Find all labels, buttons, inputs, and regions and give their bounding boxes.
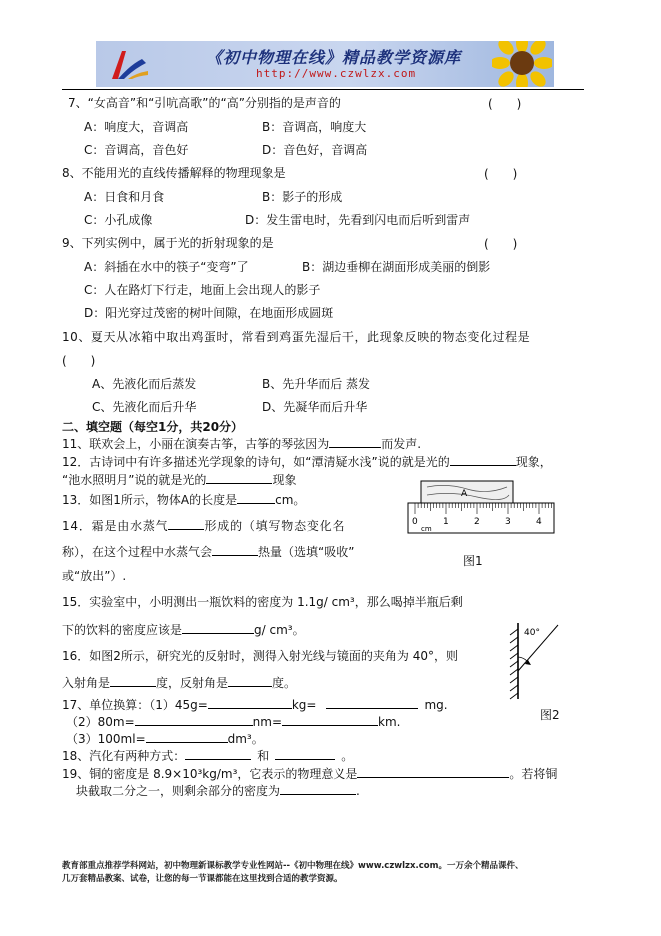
q19-blank-1[interactable] bbox=[357, 765, 509, 778]
q12-text-4: 现象 bbox=[272, 473, 297, 487]
q13-blank[interactable] bbox=[237, 491, 275, 504]
q19-line-1 bbox=[62, 765, 557, 782]
q14-text-3: 称），在这个过程中水蒸气会 bbox=[62, 545, 213, 559]
q17-blank-1[interactable] bbox=[208, 696, 292, 709]
q14-blank-2[interactable] bbox=[212, 543, 258, 556]
q9-answer-bracket: ( ) bbox=[484, 237, 518, 251]
q10-option-d: D、先凝华而后升华 bbox=[262, 400, 368, 414]
q18-text-2: 和 bbox=[257, 749, 270, 763]
q17-blank-4[interactable] bbox=[282, 713, 378, 726]
q7-answer-bracket: ( ) bbox=[488, 97, 522, 111]
q18-text-3: 。 bbox=[341, 749, 354, 763]
ruler-unit-label: cm bbox=[421, 525, 432, 533]
q10-option-a: A、先液化而后蒸发 bbox=[92, 377, 197, 391]
q17-line-2 bbox=[66, 713, 400, 730]
q8-option-b: B：影子的形成 bbox=[262, 190, 343, 204]
q15-blank[interactable] bbox=[182, 621, 254, 634]
q12-blank-1[interactable] bbox=[450, 453, 516, 466]
sunflower-image bbox=[492, 41, 552, 87]
q19-text: 19、铜的密度是 8.9×10³kg/m³，它表示的物理意义是 bbox=[62, 767, 358, 781]
q11-text: 11、联欢会上，小丽在演奏古筝，古筝的琴弦因为 bbox=[62, 437, 330, 451]
site-logo bbox=[106, 45, 150, 83]
q7-option-a: A：响度大，音调高 bbox=[84, 120, 189, 134]
banner-title: 《初中物理在线》精品教学资源库 bbox=[206, 48, 462, 67]
q17-blank-2[interactable] bbox=[326, 696, 418, 709]
header-banner bbox=[96, 41, 554, 87]
q14-line-2 bbox=[62, 543, 354, 560]
q18-text: 18、汽化有两种方式： bbox=[62, 749, 186, 763]
q16-blank-2[interactable] bbox=[228, 674, 272, 687]
q10-option-b: B、先升华而后 蒸发 bbox=[262, 377, 371, 391]
q14-line-1 bbox=[62, 517, 345, 534]
q19-blank-2[interactable] bbox=[280, 782, 356, 795]
figure-2-caption: 图2 bbox=[540, 708, 560, 722]
q11-blank[interactable] bbox=[329, 435, 381, 448]
q10-answer-bracket: ( ) bbox=[62, 354, 96, 368]
q15-line-2 bbox=[62, 621, 305, 638]
q9-stem: 9、下列实例中，属于光的折射现象的是 bbox=[62, 236, 274, 250]
q12-text-2: 现象， bbox=[515, 455, 552, 469]
q11-text-end: 而发声. bbox=[381, 437, 422, 451]
figure-1-ruler bbox=[407, 479, 555, 539]
q13-line bbox=[62, 491, 305, 508]
q16-line-1: 16．如图2所示，研究光的反射时，测得入射光线与镜面的夹角为 40°，则 bbox=[62, 649, 458, 663]
q14-line-3: 或“放出”）. bbox=[62, 569, 127, 583]
angle-label: 40° bbox=[524, 628, 540, 638]
q12-line-2 bbox=[62, 471, 296, 488]
q17-blank-3[interactable] bbox=[135, 713, 253, 726]
header-rule bbox=[62, 89, 584, 90]
q12-line-1 bbox=[62, 453, 552, 470]
ruler-tick-label: 4 bbox=[536, 517, 542, 527]
q18-blank-2[interactable] bbox=[275, 747, 335, 760]
object-a-label: A bbox=[461, 489, 468, 499]
banner-url[interactable]: http://www.czwlzx.com bbox=[256, 67, 417, 80]
q16-text: 入射角是 bbox=[62, 676, 111, 690]
q11-line bbox=[62, 435, 421, 452]
q18-blank-1[interactable] bbox=[185, 747, 251, 760]
ruler-tick-label: 2 bbox=[474, 517, 480, 527]
figure-1-caption: 图1 bbox=[463, 554, 483, 568]
q10-stem: 10、夏天从冰箱中取出鸡蛋时，常看到鸡蛋先湿后干，此现象反映的物态变化过程是 bbox=[62, 330, 531, 344]
q8-answer-bracket: ( ) bbox=[484, 167, 518, 181]
q17-line-3 bbox=[66, 730, 264, 747]
q14-text: 14．霜是由水蒸气 bbox=[62, 519, 169, 533]
q15-text: 下的饮料的密度应该是 bbox=[62, 623, 183, 637]
q17-text-6: km. bbox=[378, 715, 401, 729]
q12-blank-2[interactable] bbox=[206, 471, 272, 484]
ruler-tick-label: 3 bbox=[505, 517, 511, 527]
q7-option-d: D：音色好，音调高 bbox=[262, 143, 368, 157]
q8-stem: 8、不能用光的直线传播解释的物理现象是 bbox=[62, 166, 286, 180]
q16-line-2 bbox=[62, 674, 296, 691]
q19-text-2: 。若将铜 bbox=[509, 767, 558, 781]
q16-text-3: 度。 bbox=[272, 676, 297, 690]
q17-text-4: （2）80m= bbox=[66, 715, 135, 729]
page-footer bbox=[62, 860, 602, 886]
q12-text-3: “池水照明月”说的就是光的 bbox=[62, 473, 207, 487]
q15-line-1: 15．实验室中，小明测出一瓶饮料的密度为 1.1g/ cm³，那么喝掉半瓶后剩 bbox=[62, 595, 463, 609]
q7-option-b: B：音调高，响度大 bbox=[262, 120, 367, 134]
footer-line-2: 几万套精品教案、试卷，让您的每一节课都能在这里找到合适的教学资源。 bbox=[62, 874, 343, 884]
q7-stem: 7、“女高音”和“引吭高歌”的“高”分别指的是声音的 bbox=[68, 96, 341, 110]
q15-text-end: g/ cm³。 bbox=[254, 623, 305, 637]
q9-option-c: C：人在路灯下行走，地面上会出现人的影子 bbox=[84, 283, 321, 297]
q19-text-3: 块截取二分之一，则剩余部分的密度为 bbox=[76, 784, 281, 798]
q9-option-b: B：湖边垂柳在湖面形成美丽的倒影 bbox=[302, 260, 491, 274]
q13-text-end: cm。 bbox=[275, 493, 306, 507]
q8-option-d: D：发生雷电时，先看到闪电而后听到雷声 bbox=[245, 213, 471, 227]
ruler-tick-label: 1 bbox=[443, 517, 449, 527]
q10-option-c: C、先液化而后升华 bbox=[92, 400, 197, 414]
q17-line-1 bbox=[62, 696, 448, 713]
q8-option-c: C：小孔成像 bbox=[84, 213, 153, 227]
ruler-tick-label: 0 bbox=[412, 517, 418, 527]
figure-2-mirror bbox=[504, 621, 560, 701]
q16-text-2: 度，反射角是 bbox=[156, 676, 229, 690]
section-2-heading: 二、填空题（每空1分，共20分） bbox=[62, 420, 244, 434]
footer-line-1: 教育部重点推荐学科网站，初中物理新课标教学专业性网站--《初中物理在线》www.czwlzx.com。一万余个精品课件、 bbox=[62, 861, 524, 871]
q7-option-c: C：音调高，音色好 bbox=[84, 143, 189, 157]
q14-text-2: 形成的（填写物态变化名 bbox=[204, 519, 346, 533]
q17-text-5: nm= bbox=[252, 715, 283, 729]
q19-text-4: . bbox=[356, 784, 360, 798]
q13-text: 13．如图1所示，物体A的长度是 bbox=[62, 493, 238, 507]
q17-blank-5[interactable] bbox=[146, 730, 228, 743]
q16-blank-1[interactable] bbox=[110, 674, 156, 687]
q9-option-a: A：斜插在水中的筷子“变弯”了 bbox=[84, 260, 249, 274]
q17-text-3: mg. bbox=[424, 698, 448, 712]
q17-text: 17、单位换算：（1）45g= bbox=[62, 698, 208, 712]
q17-text-2: kg= bbox=[291, 698, 317, 712]
q17-text-8: dm³。 bbox=[227, 732, 264, 746]
q14-blank-1[interactable] bbox=[168, 517, 204, 530]
q8-option-a: A：日食和月食 bbox=[84, 190, 165, 204]
q18-line bbox=[62, 747, 353, 764]
q17-text-7: （3）100ml= bbox=[66, 732, 146, 746]
q14-text-4: 热量（选填“吸收” bbox=[258, 545, 355, 559]
q19-line-2 bbox=[76, 782, 360, 799]
q9-option-d: D：阳光穿过茂密的树叶间隙，在地面形成圆斑 bbox=[84, 306, 334, 320]
q12-text: 12．古诗词中有许多描述光学现象的诗句，如“潭清疑水浅”说的就是光的 bbox=[62, 455, 450, 469]
